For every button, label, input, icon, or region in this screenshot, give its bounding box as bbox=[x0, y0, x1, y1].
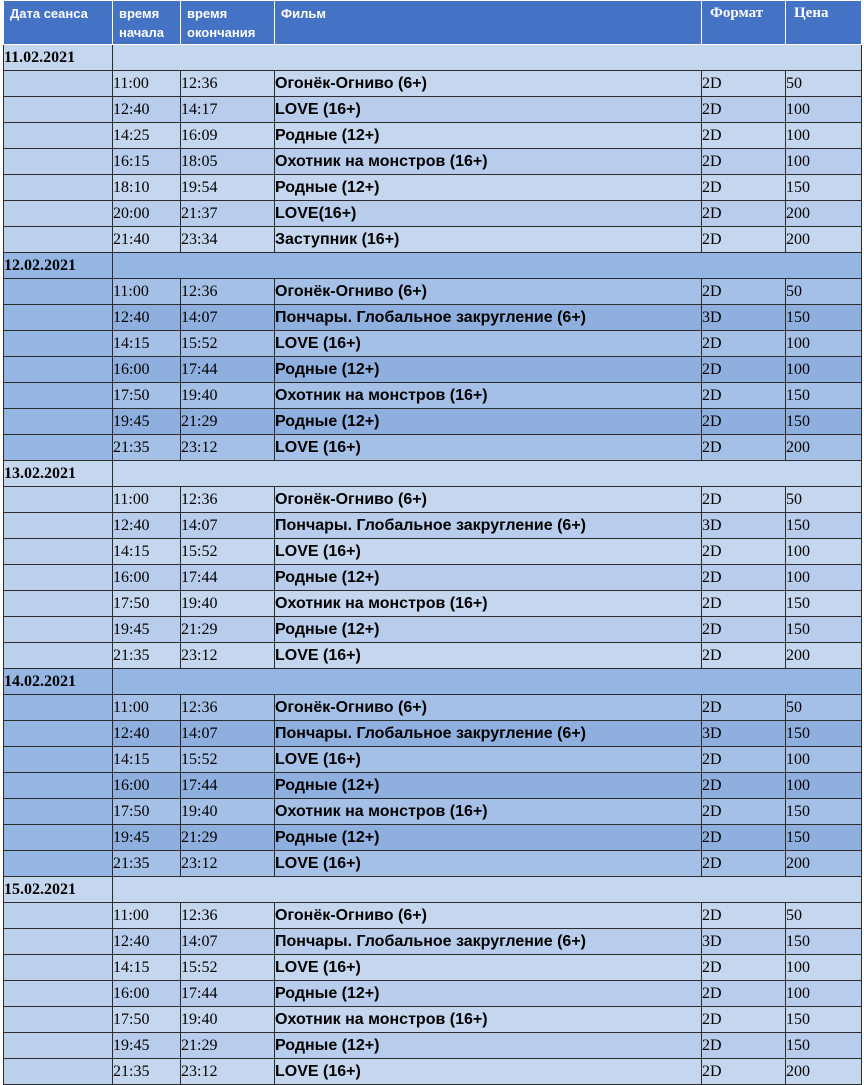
film-title: LOVE (16+) bbox=[275, 643, 702, 669]
session-row bbox=[4, 71, 862, 97]
date-row bbox=[4, 461, 862, 487]
price: 100 bbox=[786, 565, 862, 591]
date-column-blank bbox=[4, 175, 113, 201]
header-date: Дата сеанса bbox=[4, 1, 113, 45]
price: 150 bbox=[786, 591, 862, 617]
start-time: 20:00 bbox=[113, 201, 181, 227]
start-time: 14:15 bbox=[113, 955, 181, 981]
format: 2D bbox=[702, 1033, 786, 1059]
film-title: Родные (12+) bbox=[275, 357, 702, 383]
session-date: 11.02.2021 bbox=[4, 45, 113, 71]
start-time: 21:35 bbox=[113, 435, 181, 461]
session-row bbox=[4, 201, 862, 227]
date-column-blank bbox=[4, 149, 113, 175]
format: 2D bbox=[702, 981, 786, 1007]
date-column-blank bbox=[4, 955, 113, 981]
film-title: Огонёк-Огниво (6+) bbox=[275, 71, 702, 97]
film-title: LOVE(16+) bbox=[275, 201, 702, 227]
date-column-blank bbox=[4, 591, 113, 617]
price: 150 bbox=[786, 513, 862, 539]
film-title: Родные (12+) bbox=[275, 175, 702, 201]
end-time: 12:36 bbox=[181, 487, 275, 513]
end-time: 19:40 bbox=[181, 1007, 275, 1033]
format: 3D bbox=[702, 305, 786, 331]
film-title: Родные (12+) bbox=[275, 773, 702, 799]
start-time: 14:15 bbox=[113, 539, 181, 565]
session-row bbox=[4, 903, 862, 929]
start-time: 18:10 bbox=[113, 175, 181, 201]
session-row bbox=[4, 357, 862, 383]
start-time: 16:00 bbox=[113, 565, 181, 591]
format: 2D bbox=[702, 201, 786, 227]
date-column-blank bbox=[4, 773, 113, 799]
session-row bbox=[4, 539, 862, 565]
session-row bbox=[4, 1059, 862, 1085]
end-time: 19:54 bbox=[181, 175, 275, 201]
format: 2D bbox=[702, 539, 786, 565]
film-title: Огонёк-Огниво (6+) bbox=[275, 695, 702, 721]
session-row bbox=[4, 565, 862, 591]
date-column-blank bbox=[4, 565, 113, 591]
start-time: 11:00 bbox=[113, 903, 181, 929]
end-time: 15:52 bbox=[181, 955, 275, 981]
price: 150 bbox=[786, 1007, 862, 1033]
date-column-blank bbox=[4, 1007, 113, 1033]
date-row-spacer bbox=[113, 253, 862, 279]
session-row bbox=[4, 617, 862, 643]
price: 50 bbox=[786, 487, 862, 513]
session-date: 15.02.2021 bbox=[4, 877, 113, 903]
format: 2D bbox=[702, 487, 786, 513]
price: 200 bbox=[786, 435, 862, 461]
date-row bbox=[4, 45, 862, 71]
price: 50 bbox=[786, 695, 862, 721]
start-time: 12:40 bbox=[113, 97, 181, 123]
format: 2D bbox=[702, 825, 786, 851]
price: 150 bbox=[786, 929, 862, 955]
date-column-blank bbox=[4, 903, 113, 929]
session-row bbox=[4, 383, 862, 409]
header-film: Фильм bbox=[275, 1, 702, 45]
date-column-blank bbox=[4, 357, 113, 383]
film-title: Охотник на монстров (16+) bbox=[275, 383, 702, 409]
end-time: 16:09 bbox=[181, 123, 275, 149]
film-title: Заступник (16+) bbox=[275, 227, 702, 253]
schedule-table bbox=[3, 0, 862, 1085]
price: 100 bbox=[786, 149, 862, 175]
start-time: 12:40 bbox=[113, 513, 181, 539]
price: 100 bbox=[786, 955, 862, 981]
start-time: 19:45 bbox=[113, 617, 181, 643]
session-row bbox=[4, 929, 862, 955]
film-title: LOVE (16+) bbox=[275, 955, 702, 981]
session-row bbox=[4, 331, 862, 357]
format: 2D bbox=[702, 565, 786, 591]
session-row bbox=[4, 513, 862, 539]
film-title: LOVE (16+) bbox=[275, 435, 702, 461]
start-time: 14:15 bbox=[113, 331, 181, 357]
price: 50 bbox=[786, 279, 862, 305]
end-time: 17:44 bbox=[181, 773, 275, 799]
end-time: 17:44 bbox=[181, 357, 275, 383]
session-row bbox=[4, 747, 862, 773]
session-row bbox=[4, 279, 862, 305]
session-row bbox=[4, 409, 862, 435]
format: 3D bbox=[702, 721, 786, 747]
film-title: LOVE (16+) bbox=[275, 851, 702, 877]
date-column-blank bbox=[4, 383, 113, 409]
date-column-blank bbox=[4, 825, 113, 851]
date-row-spacer bbox=[113, 461, 862, 487]
session-row bbox=[4, 981, 862, 1007]
film-title: Охотник на монстров (16+) bbox=[275, 799, 702, 825]
format: 2D bbox=[702, 955, 786, 981]
format: 3D bbox=[702, 513, 786, 539]
session-row bbox=[4, 773, 862, 799]
start-time: 12:40 bbox=[113, 929, 181, 955]
film-title: Охотник на монстров (16+) bbox=[275, 591, 702, 617]
end-time: 19:40 bbox=[181, 799, 275, 825]
session-date: 12.02.2021 bbox=[4, 253, 113, 279]
price: 150 bbox=[786, 383, 862, 409]
format: 2D bbox=[702, 851, 786, 877]
date-column-blank bbox=[4, 851, 113, 877]
price: 50 bbox=[786, 71, 862, 97]
format: 2D bbox=[702, 1007, 786, 1033]
date-column-blank bbox=[4, 201, 113, 227]
date-column-blank bbox=[4, 1033, 113, 1059]
session-row bbox=[4, 149, 862, 175]
header-row bbox=[4, 1, 862, 45]
start-time: 21:35 bbox=[113, 643, 181, 669]
price: 100 bbox=[786, 773, 862, 799]
film-title: Огонёк-Огниво (6+) bbox=[275, 903, 702, 929]
price: 100 bbox=[786, 331, 862, 357]
film-title: Родные (12+) bbox=[275, 1033, 702, 1059]
start-time: 16:00 bbox=[113, 773, 181, 799]
format: 2D bbox=[702, 227, 786, 253]
start-time: 16:00 bbox=[113, 981, 181, 1007]
header-end-time: время окончания bbox=[181, 1, 275, 45]
session-date: 14.02.2021 bbox=[4, 669, 113, 695]
film-title: Охотник на монстров (16+) bbox=[275, 149, 702, 175]
date-column-blank bbox=[4, 487, 113, 513]
format: 2D bbox=[702, 409, 786, 435]
start-time: 11:00 bbox=[113, 71, 181, 97]
date-column-blank bbox=[4, 279, 113, 305]
session-row bbox=[4, 721, 862, 747]
end-time: 14:07 bbox=[181, 513, 275, 539]
end-time: 23:12 bbox=[181, 1059, 275, 1085]
end-time: 14:07 bbox=[181, 305, 275, 331]
end-time: 15:52 bbox=[181, 331, 275, 357]
format: 2D bbox=[702, 617, 786, 643]
format: 2D bbox=[702, 643, 786, 669]
film-title: Огонёк-Огниво (6+) bbox=[275, 279, 702, 305]
session-date: 13.02.2021 bbox=[4, 461, 113, 487]
session-row bbox=[4, 1033, 862, 1059]
end-time: 12:36 bbox=[181, 903, 275, 929]
date-column-blank bbox=[4, 721, 113, 747]
start-time: 17:50 bbox=[113, 1007, 181, 1033]
format: 2D bbox=[702, 773, 786, 799]
start-time: 17:50 bbox=[113, 383, 181, 409]
session-row bbox=[4, 487, 862, 513]
header-price: Цена bbox=[786, 1, 862, 45]
film-title: Пончары. Глобальное закругление (6+) bbox=[275, 721, 702, 747]
date-row bbox=[4, 669, 862, 695]
start-time: 14:25 bbox=[113, 123, 181, 149]
session-row bbox=[4, 1007, 862, 1033]
film-title: LOVE (16+) bbox=[275, 331, 702, 357]
start-time: 17:50 bbox=[113, 799, 181, 825]
end-time: 17:44 bbox=[181, 981, 275, 1007]
start-time: 21:40 bbox=[113, 227, 181, 253]
session-row bbox=[4, 97, 862, 123]
session-row bbox=[4, 851, 862, 877]
format: 2D bbox=[702, 279, 786, 305]
start-time: 11:00 bbox=[113, 279, 181, 305]
format: 2D bbox=[702, 149, 786, 175]
start-time: 19:45 bbox=[113, 409, 181, 435]
date-column-blank bbox=[4, 643, 113, 669]
film-title: Родные (12+) bbox=[275, 123, 702, 149]
start-time: 19:45 bbox=[113, 825, 181, 851]
session-row bbox=[4, 175, 862, 201]
date-row-spacer bbox=[113, 877, 862, 903]
start-time: 19:45 bbox=[113, 1033, 181, 1059]
end-time: 14:07 bbox=[181, 929, 275, 955]
date-column-blank bbox=[4, 123, 113, 149]
end-time: 15:52 bbox=[181, 747, 275, 773]
session-row bbox=[4, 955, 862, 981]
schedule-body bbox=[4, 45, 862, 1085]
start-time: 11:00 bbox=[113, 487, 181, 513]
start-time: 16:00 bbox=[113, 357, 181, 383]
price: 150 bbox=[786, 721, 862, 747]
header-start-time: время начала bbox=[113, 1, 181, 45]
date-column-blank bbox=[4, 539, 113, 565]
date-column-blank bbox=[4, 617, 113, 643]
date-row bbox=[4, 253, 862, 279]
film-title: Охотник на монстров (16+) bbox=[275, 1007, 702, 1033]
price: 150 bbox=[786, 825, 862, 851]
format: 2D bbox=[702, 747, 786, 773]
start-time: 21:35 bbox=[113, 851, 181, 877]
film-title: Огонёк-Огниво (6+) bbox=[275, 487, 702, 513]
end-time: 18:05 bbox=[181, 149, 275, 175]
price: 100 bbox=[786, 97, 862, 123]
film-title: Родные (12+) bbox=[275, 617, 702, 643]
format: 3D bbox=[702, 929, 786, 955]
session-row bbox=[4, 591, 862, 617]
price: 100 bbox=[786, 747, 862, 773]
start-time: 17:50 bbox=[113, 591, 181, 617]
start-time: 16:15 bbox=[113, 149, 181, 175]
price: 50 bbox=[786, 903, 862, 929]
end-time: 19:40 bbox=[181, 591, 275, 617]
format: 2D bbox=[702, 695, 786, 721]
format: 2D bbox=[702, 799, 786, 825]
format: 2D bbox=[702, 1059, 786, 1085]
date-column-blank bbox=[4, 409, 113, 435]
price: 100 bbox=[786, 123, 862, 149]
end-time: 23:12 bbox=[181, 643, 275, 669]
end-time: 17:44 bbox=[181, 565, 275, 591]
end-time: 12:36 bbox=[181, 71, 275, 97]
film-title: Родные (12+) bbox=[275, 409, 702, 435]
end-time: 12:36 bbox=[181, 695, 275, 721]
format: 2D bbox=[702, 71, 786, 97]
film-title: Пончары. Глобальное закругление (6+) bbox=[275, 305, 702, 331]
date-column-blank bbox=[4, 305, 113, 331]
end-time: 21:29 bbox=[181, 409, 275, 435]
film-title: LOVE (16+) bbox=[275, 747, 702, 773]
date-column-blank bbox=[4, 513, 113, 539]
price: 100 bbox=[786, 981, 862, 1007]
end-time: 19:40 bbox=[181, 383, 275, 409]
price: 200 bbox=[786, 643, 862, 669]
format: 2D bbox=[702, 903, 786, 929]
date-column-blank bbox=[4, 695, 113, 721]
session-row bbox=[4, 695, 862, 721]
price: 150 bbox=[786, 617, 862, 643]
price: 150 bbox=[786, 175, 862, 201]
end-time: 14:07 bbox=[181, 721, 275, 747]
film-title: Родные (12+) bbox=[275, 981, 702, 1007]
end-time: 21:29 bbox=[181, 825, 275, 851]
format: 2D bbox=[702, 123, 786, 149]
start-time: 21:35 bbox=[113, 1059, 181, 1085]
price: 200 bbox=[786, 1059, 862, 1085]
format: 2D bbox=[702, 357, 786, 383]
format: 2D bbox=[702, 435, 786, 461]
film-title: Родные (12+) bbox=[275, 825, 702, 851]
date-column-blank bbox=[4, 97, 113, 123]
date-column-blank bbox=[4, 71, 113, 97]
end-time: 12:36 bbox=[181, 279, 275, 305]
film-title: LOVE (16+) bbox=[275, 1059, 702, 1085]
date-column-blank bbox=[4, 435, 113, 461]
end-time: 23:12 bbox=[181, 851, 275, 877]
end-time: 23:34 bbox=[181, 227, 275, 253]
film-title: Пончары. Глобальное закругление (6+) bbox=[275, 513, 702, 539]
date-row bbox=[4, 877, 862, 903]
end-time: 23:12 bbox=[181, 435, 275, 461]
session-row bbox=[4, 305, 862, 331]
end-time: 15:52 bbox=[181, 539, 275, 565]
price: 100 bbox=[786, 357, 862, 383]
price: 200 bbox=[786, 851, 862, 877]
price: 150 bbox=[786, 305, 862, 331]
session-row bbox=[4, 799, 862, 825]
price: 100 bbox=[786, 539, 862, 565]
date-column-blank bbox=[4, 929, 113, 955]
date-row-spacer bbox=[113, 669, 862, 695]
date-column-blank bbox=[4, 981, 113, 1007]
format: 2D bbox=[702, 383, 786, 409]
format: 2D bbox=[702, 591, 786, 617]
session-row bbox=[4, 643, 862, 669]
film-title: Родные (12+) bbox=[275, 565, 702, 591]
price: 200 bbox=[786, 201, 862, 227]
date-column-blank bbox=[4, 227, 113, 253]
start-time: 14:15 bbox=[113, 747, 181, 773]
session-row bbox=[4, 435, 862, 461]
price: 150 bbox=[786, 409, 862, 435]
session-row bbox=[4, 123, 862, 149]
end-time: 14:17 bbox=[181, 97, 275, 123]
start-time: 12:40 bbox=[113, 721, 181, 747]
date-column-blank bbox=[4, 747, 113, 773]
start-time: 12:40 bbox=[113, 305, 181, 331]
date-column-blank bbox=[4, 799, 113, 825]
date-column-blank bbox=[4, 331, 113, 357]
end-time: 21:29 bbox=[181, 1033, 275, 1059]
session-row bbox=[4, 227, 862, 253]
format: 2D bbox=[702, 331, 786, 357]
start-time: 11:00 bbox=[113, 695, 181, 721]
price: 150 bbox=[786, 799, 862, 825]
date-row-spacer bbox=[113, 45, 862, 71]
end-time: 21:37 bbox=[181, 201, 275, 227]
price: 150 bbox=[786, 1033, 862, 1059]
date-column-blank bbox=[4, 1059, 113, 1085]
format: 2D bbox=[702, 97, 786, 123]
price: 200 bbox=[786, 227, 862, 253]
film-title: Пончары. Глобальное закругление (6+) bbox=[275, 929, 702, 955]
session-row bbox=[4, 825, 862, 851]
header-format: Формат bbox=[702, 1, 786, 45]
end-time: 21:29 bbox=[181, 617, 275, 643]
film-title: LOVE (16+) bbox=[275, 539, 702, 565]
film-title: LOVE (16+) bbox=[275, 97, 702, 123]
format: 2D bbox=[702, 175, 786, 201]
